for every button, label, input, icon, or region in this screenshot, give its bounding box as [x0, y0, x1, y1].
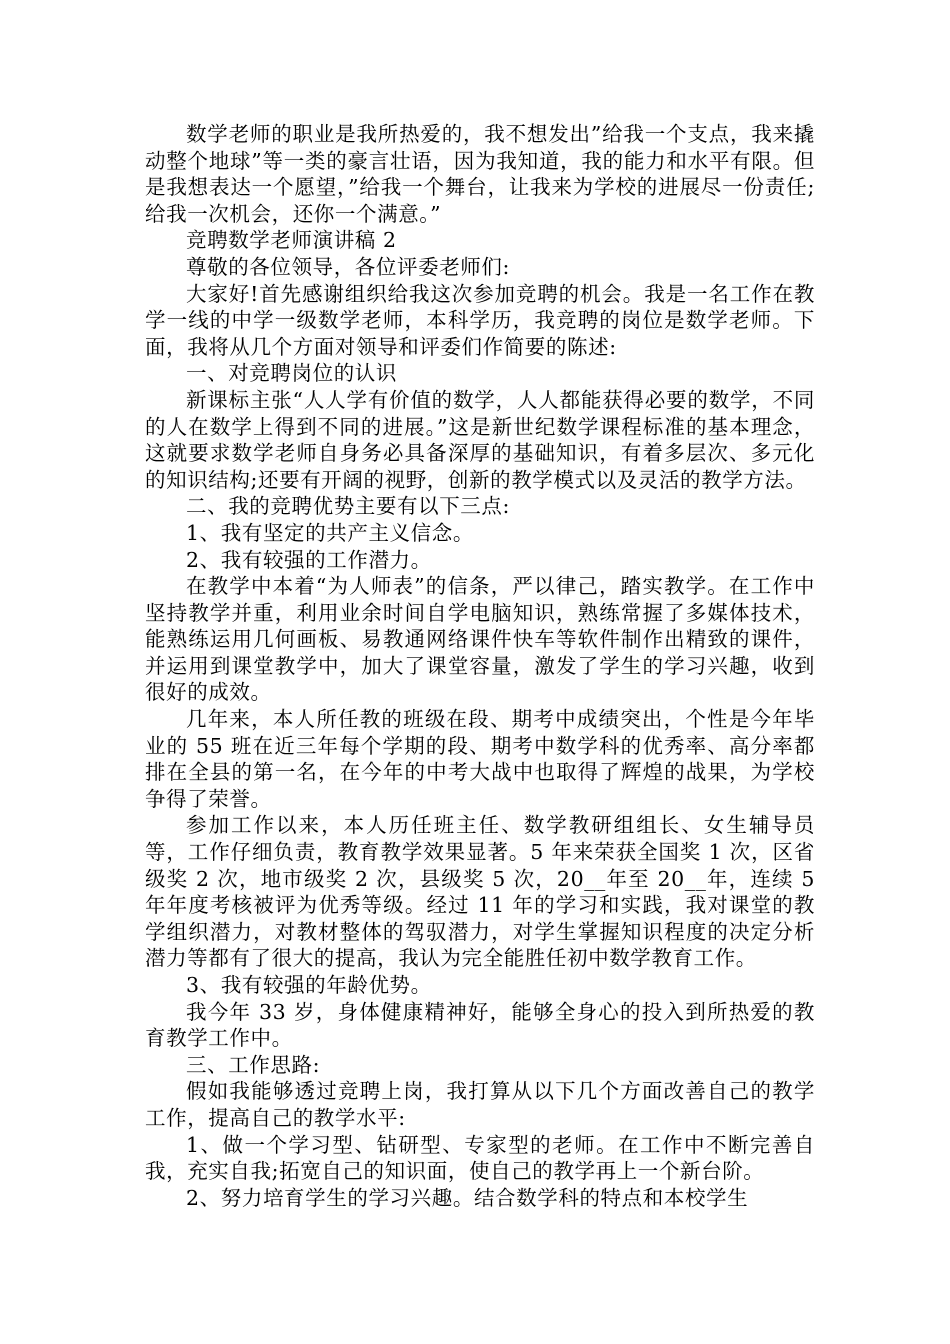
plan-item-2: 2、努力培育学生的学习兴趣。结合数学科的特点和本校学生 [186, 1185, 749, 1210]
paragraph-curriculum: 新课标主张“人人学有价值的数学，人人都能获得必要的数学，不同的人在数学上得到不同的进展。”这是新世纪数学课程标准的基本理念，这就要求数学老师自身务必具备深厚的基础知识，有着多层次、多元化的知识结构;还要有开阔的视野，创新的教学模式以及灵活的教学方法。 [145, 387, 815, 492]
list-item-2: 2、我有较强的工作潜力。 [186, 547, 432, 572]
paragraph-results: 几年来，本人所任教的班级在段、期考中成绩突出，个性是今年毕业的 55 班在近三年每个学期的段、期考中数学科的优秀率、高分率都排在全县的第一名，在今年的中考大战中也取得了辉煌的战果，为学校争得了荣誉。 [145, 707, 815, 811]
paragraph-experience: 参加工作以来，本人历任班主任、数学教研组组长、女生辅导员等，工作仔细负责，教育教学效果显著。5 年来荣获全国奖 1 次，区省级奖 2 次，地市级奖 2 次，县级奖 5 次，20__年至 20__年，连续 5 年年度考核被评为优秀等级。经过 11 年的学习和实践，我对课堂的教学组织潜力，对教材整体的驾驭潜力，对学生掌握知识程度的决定分析潜力等都有了很大的提高，我认为完全能胜任初中数学教育工作。 [145, 813, 815, 971]
heading-1: 一、对竞聘岗位的认识 [186, 361, 397, 386]
plan-item-1: 1、做一个学习型、钻研型、专家型的老师。在工作中不断完善自我，充实自我;拓宽自己的知识面，使自己的教学再上一个新台阶。 [145, 1132, 815, 1184]
section-title: 竞聘数学老师演讲稿 2 [186, 228, 397, 253]
list-item-1: 1、我有坚定的共产主义信念。 [186, 520, 474, 545]
list-item-3: 3、我有较强的年龄优势。 [186, 973, 432, 997]
paragraph-age: 我今年 33 岁，身体健康精神好，能够全身心的投入到所热爱的教育教学工作中。 [145, 999, 815, 1051]
paragraph-plan: 假如我能够透过竞聘上岗，我打算从以下几个方面改善自己的教学工作，提高自己的教学水平: [145, 1079, 815, 1130]
heading-3: 三、工作思路: [186, 1052, 321, 1077]
paragraph-greeting: 大家好!首先感谢组织给我这次参加竞聘的机会。我是一名工作在教学一线的中学一级数学老师，本科学历，我竞聘的岗位是数学老师。下面，我将从几个方面对领导和评委们作简要的陈述: [145, 281, 815, 359]
heading-2: 二、我的竞聘优势主要有以下三点: [186, 494, 511, 519]
paragraph-teaching: 在教学中本着“为人师表”的信条，严以律己，踏实教学。在工作中坚持教学并重，利用业余时间自学电脑知识，熟练常握了多媒体技术，能熟练运用几何画板、易教通网络课件快车等软件制作出精致的课件，并运用到课堂教学中，加大了课堂容量，激发了学生的学习兴趣，收到很好的成效。 [145, 574, 815, 705]
paragraph-intro: 数学老师的职业是我所热爱的，我不想发出”给我一个支点，我来撬动整个地球”等一类的豪言壮语，因为我知道，我的能力和水平有限。但是我想表达一个愿望，”给我一个舞台，让我来为学校的进展尽一份责任;给我一次机会，还你一个满意。” [145, 122, 815, 226]
salutation: 尊敬的各位领导，各位评委老师们: [186, 254, 511, 279]
document-body [145, 121, 815, 1211]
